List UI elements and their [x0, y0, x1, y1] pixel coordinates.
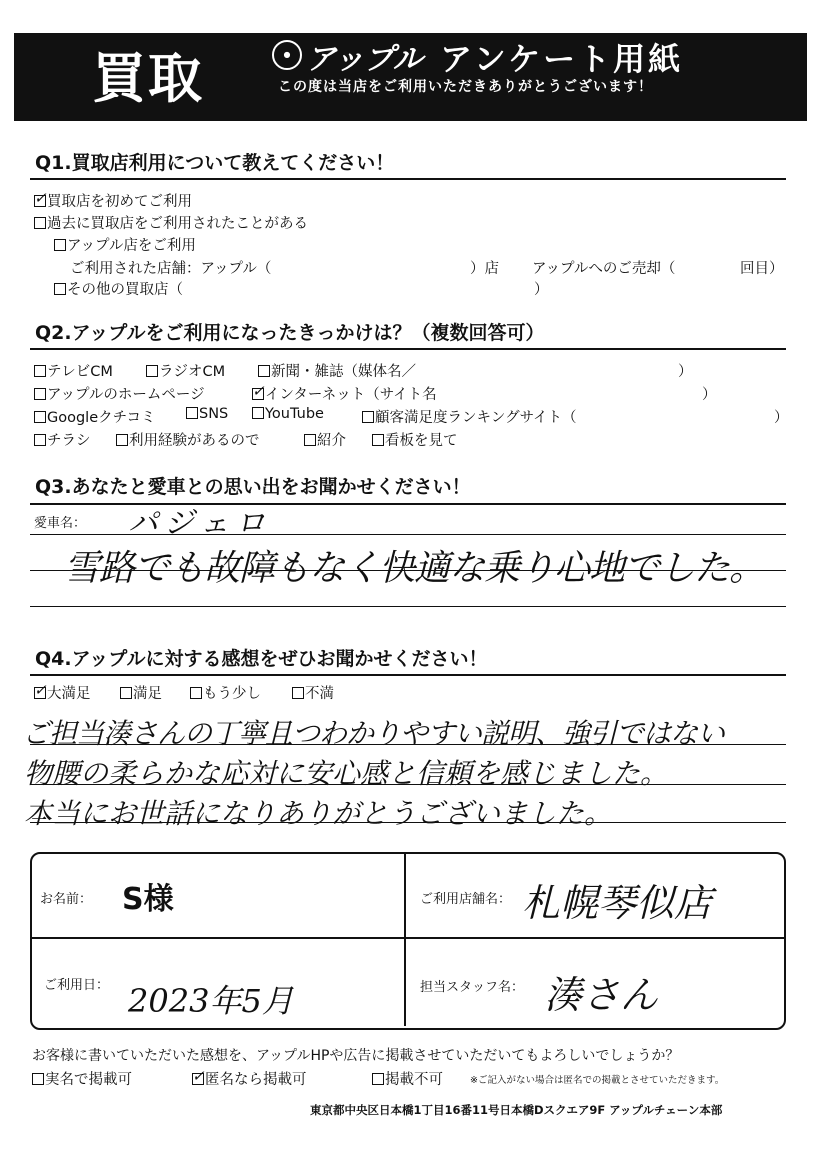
checkbox-icon[interactable] [34, 388, 46, 400]
q4-title: Q4.アップルに対する感想をぜひお聞かせください！ [35, 648, 488, 670]
apple-logo-icon: ● [272, 40, 302, 70]
q2-option-sns[interactable] [186, 406, 228, 422]
q2-option-youtube-label: YouTube [265, 406, 324, 422]
q4-option-very-satisfied-label: 大満足 [47, 686, 91, 702]
q2-option-referral[interactable] [304, 429, 346, 450]
q2-option-radio[interactable] [146, 360, 225, 381]
q1-divider [30, 178, 786, 180]
car-name-label: 愛車名： [34, 516, 87, 531]
q1-option-past-label: 過去に買取店をご利用されたことがある [47, 216, 308, 232]
q4-line-1 [30, 744, 786, 745]
q2-option-youtube[interactable] [252, 406, 324, 422]
checkbox-icon[interactable] [34, 365, 46, 377]
q2-option-flyer[interactable] [34, 429, 91, 450]
q4-option-satisfied[interactable] [120, 682, 162, 703]
checkbox-icon[interactable] [190, 687, 202, 699]
q2-option-google-label: Googleクチコミ [47, 410, 156, 426]
q2-close-2: ） [702, 387, 717, 403]
q1-option-apple[interactable] [54, 234, 196, 255]
checkbox-icon[interactable] [304, 434, 316, 446]
q2-option-radio-label: ラジオCM [159, 364, 226, 380]
q3-line-1 [30, 534, 786, 535]
kaitori-logo-text: 買取 [92, 47, 204, 110]
q4-option-unsatisfied[interactable] [292, 682, 334, 703]
publish-option-not-allowed-label: 掲載不可 [385, 1072, 443, 1088]
q3-title: Q3.あなたと愛車との思い出をお聞かせください！ [35, 476, 471, 498]
q1-store-suffix: ）店 [470, 261, 499, 277]
car-memory-text: 雪路でも故障もなく快適な乗り心地でした。 [64, 548, 765, 589]
comment-line-3: 本当にお世話になりありがとうございました。 [24, 797, 613, 830]
q2-close-3: ） [774, 410, 789, 426]
q2-option-internet[interactable] [252, 383, 437, 404]
q2-option-news[interactable] [258, 360, 416, 381]
checkbox-icon[interactable] [146, 365, 158, 377]
q1-option-first-label: 買取店を初めてご利用 [47, 194, 192, 210]
checkbox-icon[interactable] [258, 365, 270, 377]
q2-option-sign[interactable] [372, 429, 458, 450]
q2-divider [30, 348, 786, 350]
checkbox-icon[interactable] [54, 283, 66, 295]
publish-option-not-allowed[interactable] [372, 1068, 443, 1089]
box-vertical-divider [404, 854, 406, 1026]
publish-option-real-name[interactable] [32, 1068, 132, 1089]
store-name: 札幌琴似店 [522, 881, 713, 925]
checkbox-icon[interactable] [34, 411, 46, 423]
q1-other-close: ） [534, 282, 549, 298]
q1-option-other-label: その他の買取店（ [67, 282, 183, 298]
q1-know-prefix: アップルへのご売却（ [532, 261, 676, 277]
q4-option-satisfied-label: 満足 [133, 686, 162, 702]
comment-line-1: ご担当湊さんの丁寧且つわかりやすい説明、強引ではない [22, 717, 725, 750]
survey-title: アンケート用紙 [440, 40, 684, 78]
q2-title: Q2.アップルをご利用になったきっかけは？（複数回答可） [35, 322, 545, 344]
q4-line-2 [30, 784, 786, 785]
q2-option-referral-label: 紹介 [317, 433, 346, 449]
q1-title: Q1.買取店利用について教えてください！ [35, 152, 395, 174]
checkbox-checked-icon[interactable]: ✓ [34, 681, 47, 699]
comment-line-2: 物腰の柔らかな応対に安心感と信頼を感じました。 [24, 757, 669, 790]
checkbox-icon[interactable] [34, 217, 46, 229]
brand-name: アップル [306, 42, 423, 77]
q1-store-prefix: ご利用された店舗：アップル（ [70, 261, 272, 277]
box-horizontal-divider [32, 937, 784, 939]
q4-divider [30, 674, 786, 676]
checkbox-icon[interactable] [34, 434, 46, 446]
q4-option-unsatisfied-label: 不満 [305, 686, 334, 702]
customer-name: S様 [122, 882, 174, 917]
q2-option-sns-label: SNS [199, 406, 229, 422]
q1-option-past[interactable] [34, 212, 308, 233]
q2-option-experience-label: 利用経験があるので [129, 433, 260, 449]
q2-option-flyer-label: チラシ [47, 433, 91, 449]
checkbox-icon[interactable] [186, 407, 198, 419]
customer-name-label: お名前： [40, 892, 93, 907]
publish-option-anonymous-label: 匿名なら掲載可 [205, 1072, 307, 1088]
checkbox-icon[interactable] [292, 687, 304, 699]
checkbox-icon[interactable] [252, 407, 264, 419]
q2-option-tv[interactable] [34, 360, 113, 381]
q4-option-more[interactable] [190, 682, 261, 703]
q1-know-suffix: 回目） [740, 261, 784, 277]
checkbox-checked-icon[interactable]: ✓ [34, 189, 47, 207]
checkbox-icon[interactable] [54, 239, 66, 251]
publish-question: お客様に書いていただいた感想を、アップルHPや広告に掲載させていただいてもよろしいでしょうか？ [32, 1048, 680, 1064]
staff-name: 湊さん [544, 973, 659, 1017]
publish-option-anonymous[interactable] [192, 1068, 307, 1089]
checkbox-icon[interactable] [372, 1073, 384, 1085]
staff-name-label: 担当スタッフ名： [420, 980, 525, 995]
checkbox-icon[interactable] [372, 434, 384, 446]
q4-line-3 [30, 822, 786, 823]
checkbox-icon[interactable] [362, 411, 374, 423]
checkbox-icon[interactable] [120, 687, 132, 699]
company-address: 東京都中央区日本橋1丁目16番11号日本橋Dスクエア9F アップルチェーン本部 [310, 1103, 723, 1117]
q2-option-sign-label: 看板を見て [385, 433, 458, 449]
checkbox-icon[interactable] [32, 1073, 44, 1085]
publish-note: ※ご記入がない場合は匿名での掲載とさせていただきます。 [470, 1075, 725, 1086]
usage-date-label: ご利用日： [44, 978, 110, 993]
q2-option-ranking[interactable] [362, 406, 577, 427]
q2-option-homepage[interactable] [34, 383, 205, 404]
q4-option-very-satisfied[interactable] [34, 682, 91, 703]
header-subtitle: この度は当店をご利用いただきありがとうございます！ [278, 79, 653, 95]
q1-option-other[interactable] [54, 278, 183, 299]
q2-option-google[interactable] [34, 406, 156, 427]
q4-option-more-label: もう少し [203, 686, 261, 702]
q2-option-experience[interactable] [116, 429, 260, 450]
q2-close-1: ） [678, 364, 693, 380]
q3-line-2 [30, 570, 786, 571]
checkbox-icon[interactable] [116, 434, 128, 446]
q3-line-3 [30, 606, 786, 607]
car-name: パジェロ [128, 506, 272, 541]
publish-option-real-name-label: 実名で掲載可 [45, 1072, 132, 1088]
checkbox-checked-icon[interactable]: ✓ [252, 382, 265, 400]
store-name-label: ご利用店舗名： [420, 892, 512, 907]
q2-option-news-label: 新聞・雑誌（媒体名／ [271, 364, 416, 380]
q2-option-ranking-label: 顧客満足度ランキングサイト（ [375, 410, 577, 426]
checkbox-checked-icon[interactable]: ✓ [192, 1067, 205, 1085]
usage-date: 2023年5月 [128, 982, 294, 1020]
q1-option-first[interactable] [34, 190, 192, 211]
q2-option-tv-label: テレビCM [47, 364, 113, 380]
q1-option-apple-label: アップル店をご利用 [67, 238, 196, 254]
q2-option-internet-label: インターネット（サイト名 [265, 387, 437, 403]
q2-option-homepage-label: アップルのホームページ [47, 387, 205, 403]
